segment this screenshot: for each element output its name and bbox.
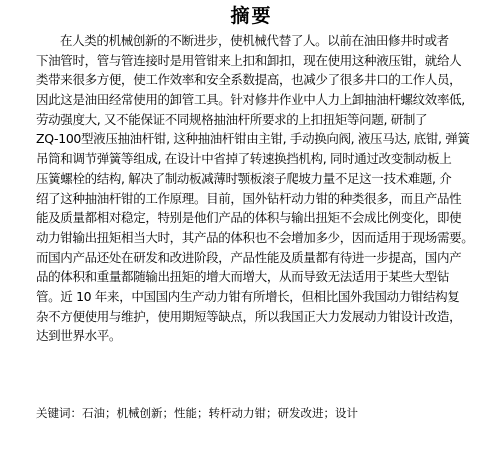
abstract-line: 在人类的机械创新的不断进步，使机械代替了人。以前在油田修井时或者: [60, 33, 449, 48]
abstract-line: 压簧螺栓的结构, 解决了制动板减薄时颚板滚子爬坡力量不足这一技术难题, 介: [36, 170, 452, 186]
abstract-line: 达到世界水平。: [36, 328, 122, 344]
abstract-line: ZQ-100型液压抽油杆钳, 这种抽油杆钳由主钳, 手动换向阀, 液压马达, 底钳, 弹簧: [36, 131, 470, 147]
abstract-line: 动力钳输出扭矩相当大时，其产品的体积也不会增加多少，因而适用于现场需要。: [36, 229, 474, 245]
abstract-line: 能及质量都相对稳定，特别是他们产品的体积与输出扭矩不会成比例变化，即使: [36, 210, 462, 226]
keywords-line: 关键词：石油；机械创新；性能；转杆动力钳；研发改进；设计: [36, 406, 358, 420]
abstract-line: 类带来很多方便，使工作效率和安全系数提高，也减少了很多井口的工作人员，: [36, 72, 462, 88]
abstract-line: 杂不方便使用与维护，使用期短等缺点，所以我国正大力发展动力钳设计改造，: [36, 308, 462, 324]
abstract-line: 管。近 10 年来，中国国内生产动力钳有所增长，但相比国外我国动力钳结构复: [36, 288, 460, 304]
abstract-line: 品的体积和重量都随输出扭矩的增大而增大，从而导致无法适用于某些大型钻: [36, 269, 450, 285]
abstract-line: 因此这是油田经常使用的卸管工具。针对修井作业中人力上卸抽油杆螺纹效率低,: [36, 92, 465, 108]
abstract-line: 绍了这种抽油杆钳的工作原理。目前，国外钻杆动力钳的种类很多，而且产品性: [36, 190, 462, 206]
page-title: 摘要: [230, 5, 273, 27]
abstract-line: 劳动强度大, 又不能保证不同规格抽油杆所要求的上扣扭矩等问题, 研制了: [36, 111, 428, 127]
abstract-body: [36, 31, 486, 346]
abstract-line: 吊筒和调节弹簧等组成, 在设计中省掉了转速换挡机构, 同时通过改变制动板上: [36, 151, 452, 167]
abstract-line: 而国内产品还处在研发和改进阶段，产品性能及质量都有待进一步提高，国内产: [36, 249, 462, 265]
abstract-line: 下油管时，管与管连接时是用管钳来上扣和卸扣，现在使用这种液压钳，就给人: [36, 52, 462, 68]
